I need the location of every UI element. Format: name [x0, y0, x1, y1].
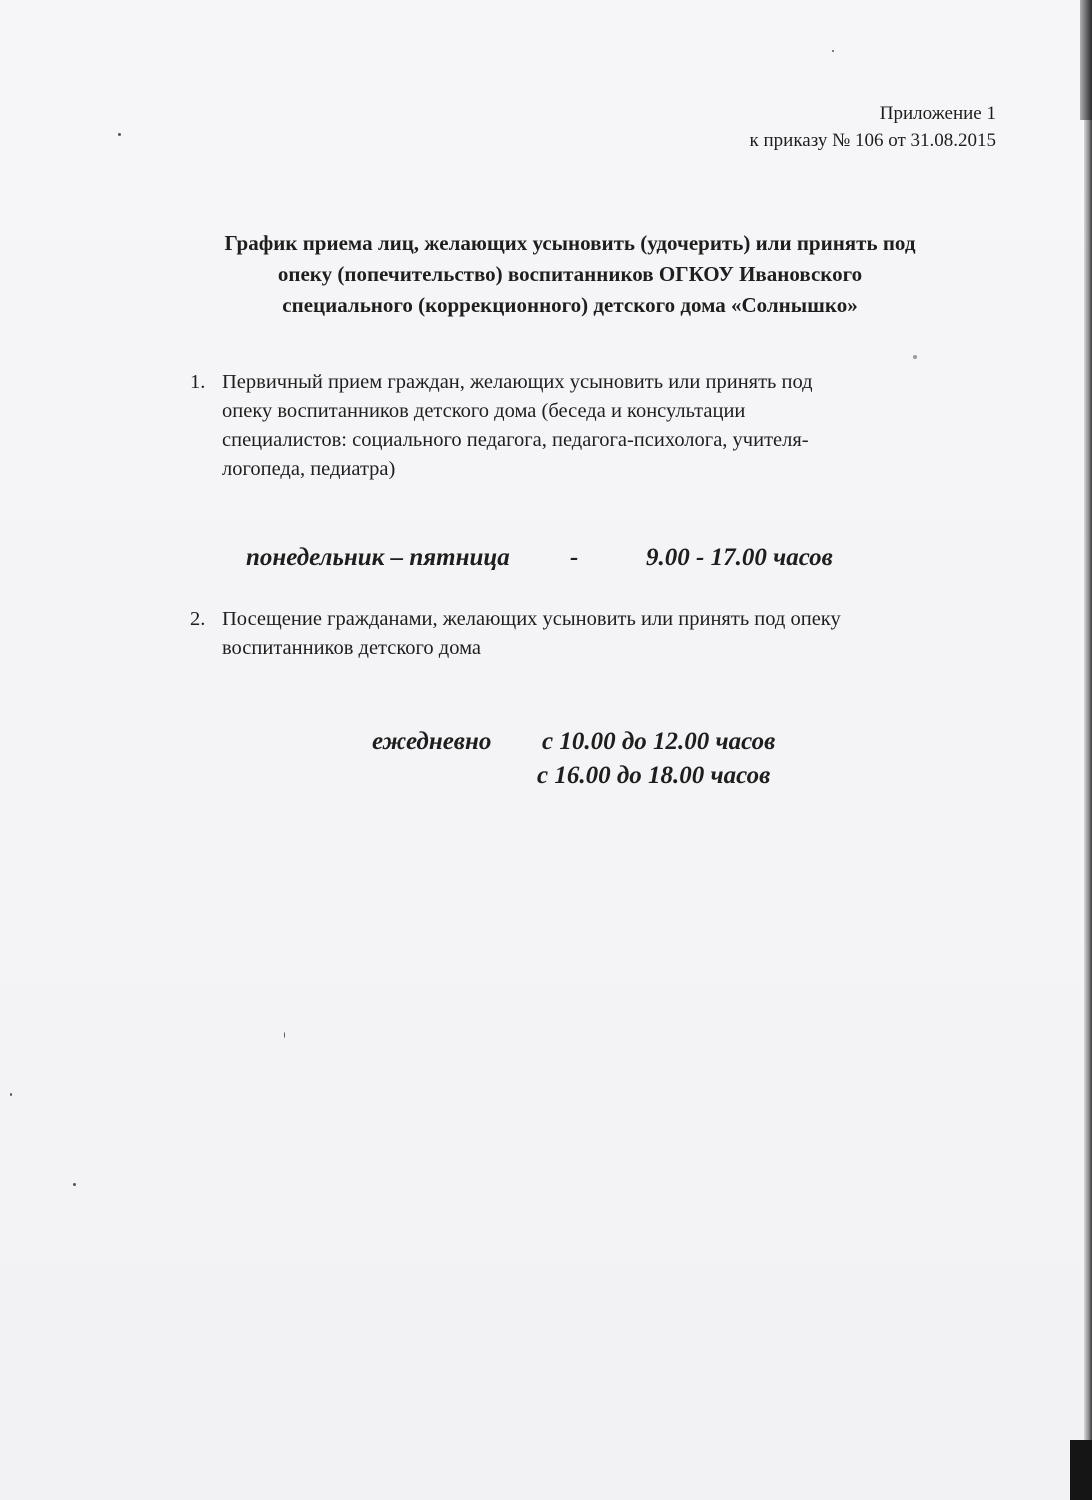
title-line: опеку (попечительство) воспитанников ОГКОУ Ивановского	[277, 262, 863, 286]
list-item-text	[222, 368, 990, 484]
scan-speck	[73, 1183, 76, 1186]
order-reference: к приказу № 106 от 31.08.2015	[749, 130, 996, 151]
schedule-dash: -	[570, 544, 579, 571]
list-item	[190, 368, 990, 484]
title-line: специального (коррекционного) детского дома «Солнышко»	[282, 293, 858, 317]
text-line: воспитанников детского дома	[222, 637, 482, 659]
schedule-daily: ежедневно	[372, 728, 492, 755]
list-item-number: 1.	[190, 371, 206, 393]
appendix-number: Приложение 1	[879, 103, 996, 124]
schedule-hours-morning: с 10.00 до 12.00 часов	[542, 728, 776, 755]
list-item-text	[222, 605, 990, 663]
scan-edge-shadow-top	[1080, 0, 1092, 120]
schedule-hours-evening: с 16.00 до 18.00 часов	[537, 762, 771, 789]
text-line: Посещение гражданами, желающих усыновить или принять под опеку	[222, 608, 841, 630]
schedule-hours: 9.00 - 17.00 часов	[646, 544, 833, 571]
text-line: специалистов: социального педагога, педагога-психолога, учителя-	[222, 429, 809, 451]
appendix-reference	[750, 100, 996, 154]
list-item	[190, 605, 990, 663]
text-line: логопеда, педиатра)	[222, 458, 396, 480]
text-line: опеку воспитанников детского дома (беседа и консультации	[222, 400, 746, 422]
scan-speck	[10, 1093, 12, 1096]
scan-edge-shadow	[1084, 0, 1092, 1500]
scan-edge-corner	[1070, 1440, 1092, 1500]
scan-speck	[832, 50, 834, 52]
scan-speck	[913, 355, 917, 359]
document-title	[140, 228, 1000, 321]
scan-speck	[284, 1032, 285, 1038]
scan-speck	[118, 133, 121, 136]
schedule-weekdays: понедельник – пятница	[246, 544, 510, 571]
list-item-number: 2.	[190, 608, 206, 630]
title-line: График приема лиц, желающих усыновить (удочерить) или принять под	[224, 231, 916, 255]
text-line: Первичный прием граждан, желающих усыновить или принять под	[222, 371, 813, 393]
